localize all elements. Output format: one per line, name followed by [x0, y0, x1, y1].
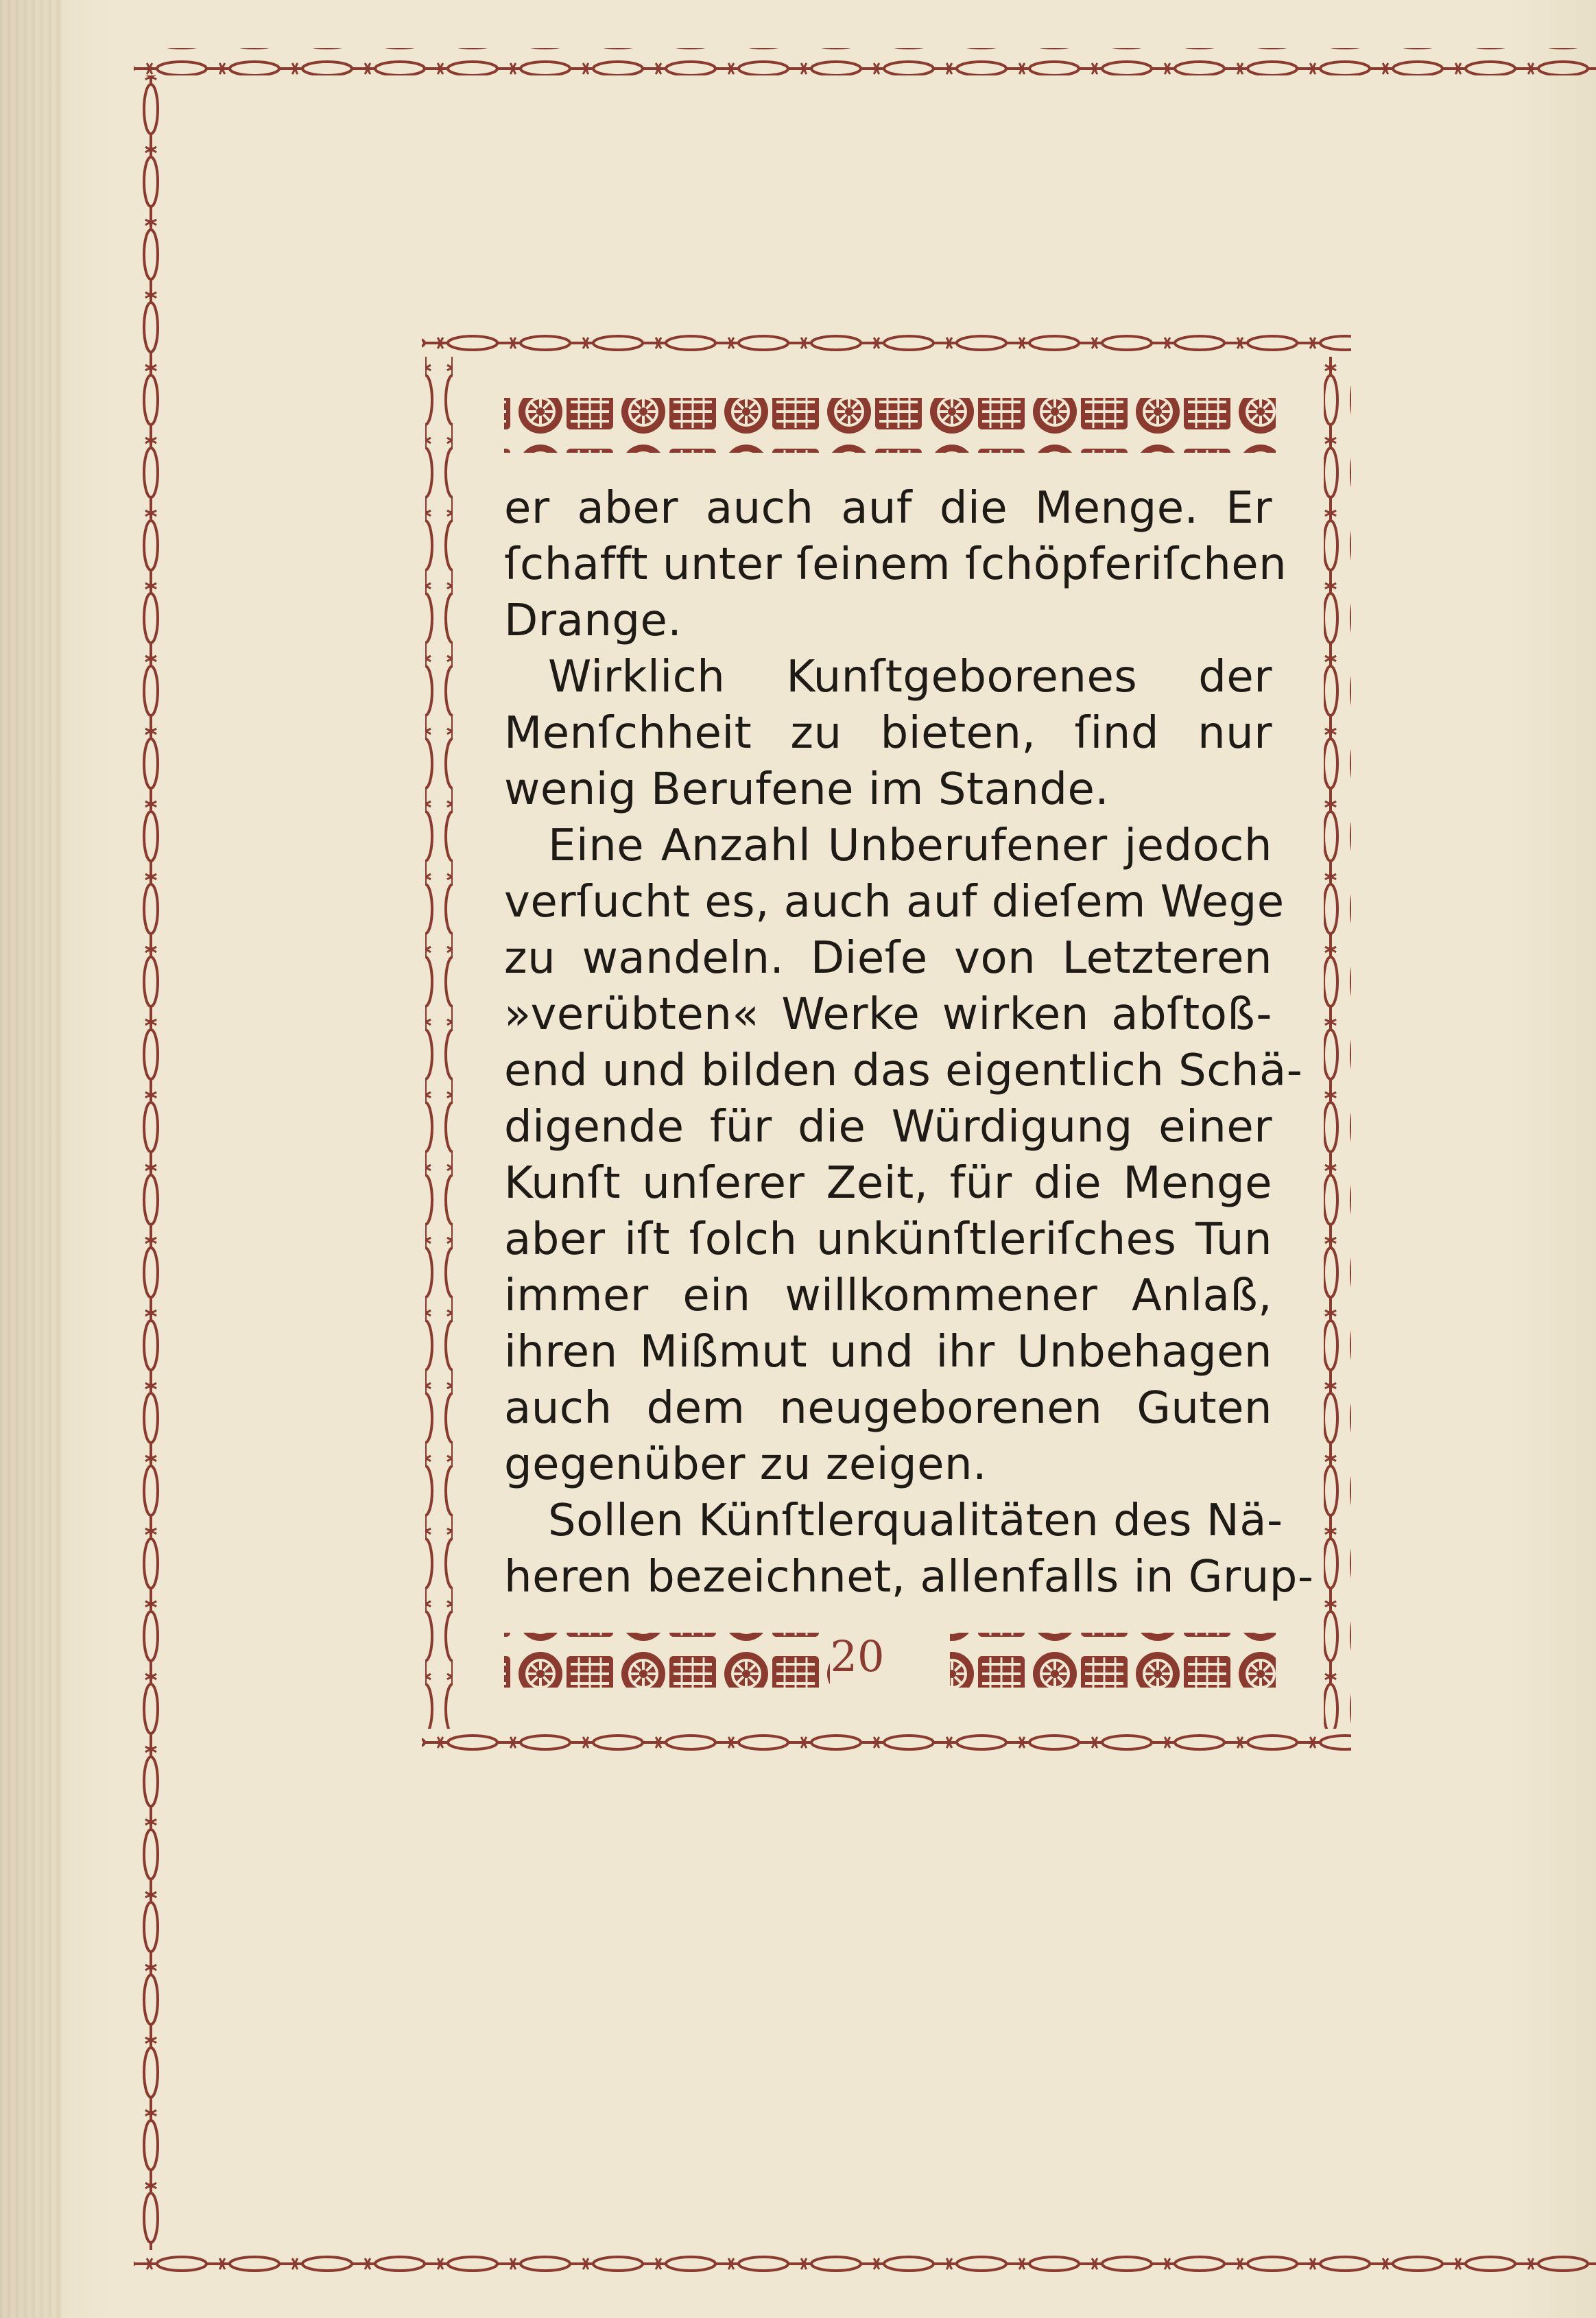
text-line: Kunſt unſerer Zeit, für die Menge [504, 1158, 1272, 1209]
footer-ornament-left [504, 1633, 830, 1688]
text-line: er aber auch auf die Menge. Er [504, 483, 1272, 534]
text-line: Drange. [504, 595, 682, 646]
text-line: aber iſt ſolch unkünſtleriſches Tun [504, 1214, 1272, 1265]
text-line: Wirklich Kunſtgeborenes der [548, 652, 1272, 702]
text-line: »verübten« Werke wirken abſtoß- [504, 989, 1272, 1040]
text-line: gegenüber zu zeigen. [504, 1439, 987, 1490]
inner-frame-left [425, 357, 453, 1729]
body-text [504, 480, 1314, 1605]
text-line: ihren Mißmut und ihr Unbehagen [504, 1327, 1272, 1377]
inner-frame-right [1324, 357, 1351, 1729]
text-line: digende für die Würdigung einer [504, 1102, 1272, 1152]
text-line: end und bilden das eigentlich Schä- [504, 1045, 1303, 1096]
paragraph-3 [504, 818, 1303, 1493]
inner-frame-bottom [422, 1729, 1351, 1756]
page-number: 20 [830, 1631, 885, 1681]
text-line: wenig Berufene im Stande. [504, 764, 1110, 815]
text-line: Menſchheit zu bieten, ſind nur [504, 708, 1272, 759]
text-line: Sollen Künſtlerqualitäten des Nä- [548, 1495, 1283, 1546]
text-line: heren bezeichnet, allenfalls in Grup- [504, 1552, 1314, 1603]
text-line: zu wandeln. Dieſe von Letzteren [504, 933, 1272, 984]
text-line: Eine Anzahl Unberufener jedoch [548, 820, 1272, 871]
text-line: verſucht es, auch auf dieſem Wege [504, 877, 1285, 927]
outer-frame-top [134, 48, 1596, 75]
text-line: auch dem neugeborenen Guten [504, 1383, 1272, 1434]
text-line: ſchafft unter ſeinem ſchöpferiſchen [504, 539, 1287, 590]
footer-ornament-right [950, 1633, 1276, 1688]
inner-frame-top [422, 329, 1351, 357]
paragraph-4 [504, 1493, 1314, 1605]
outer-frame-bottom [134, 2250, 1596, 2278]
text-line: immer ein willkommener Anlaß, [504, 1270, 1272, 1321]
header-ornament-band [504, 398, 1276, 453]
outer-frame-left [137, 75, 165, 2250]
paragraph-2 [504, 649, 1272, 818]
paragraph-1 [504, 480, 1287, 649]
